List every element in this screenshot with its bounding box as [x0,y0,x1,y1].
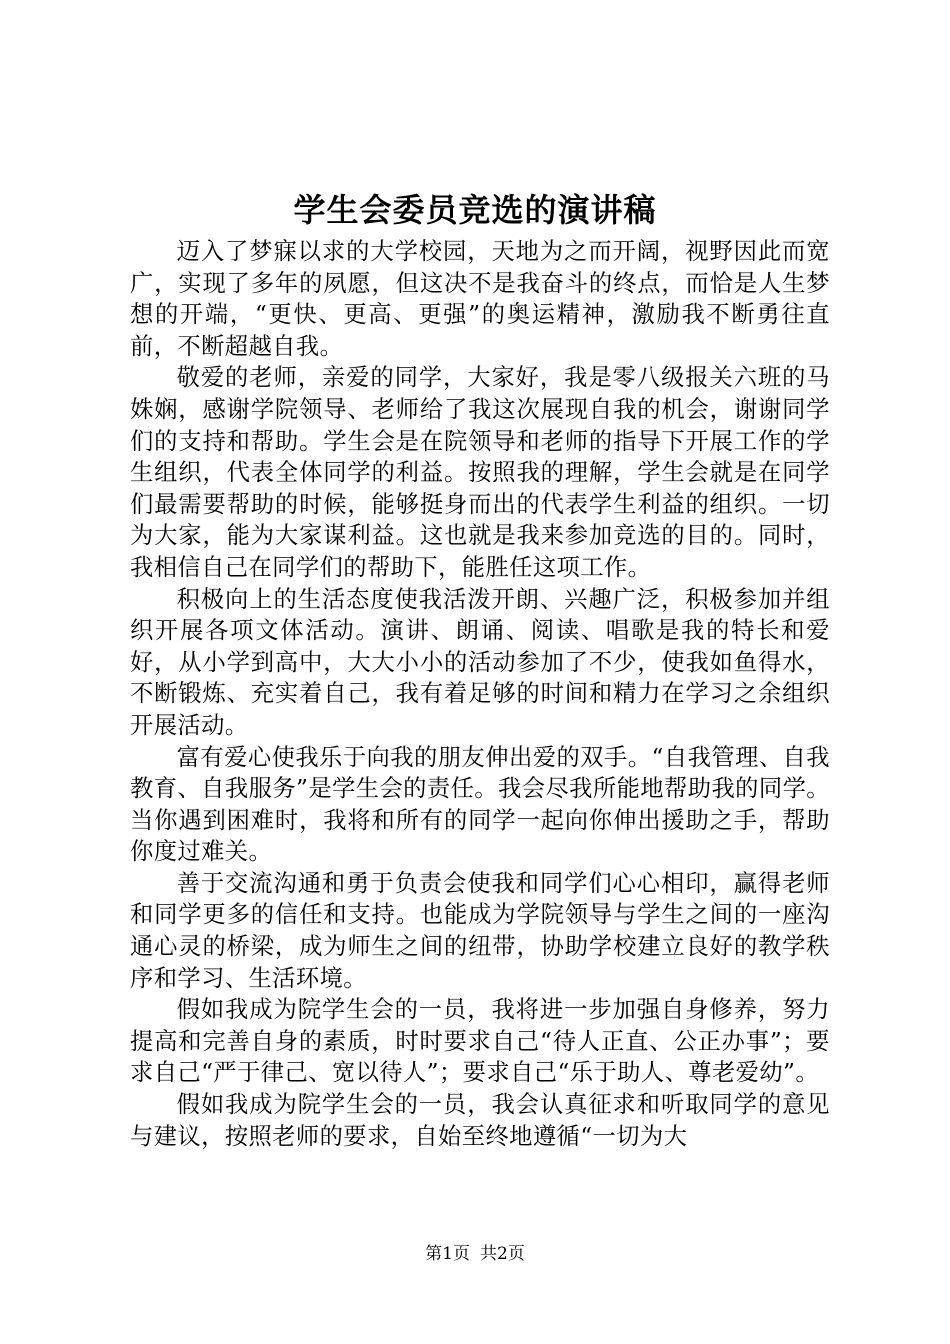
page-number-current: 第1页 [425,1244,470,1264]
paragraph: 迈入了梦寐以求的大学校园，天地为之而开阔，视野因此而宽广，实现了多年的夙愿，但这决不是我奋斗的终点，而恰是人生梦想的开端，“更快、更高、更强”的奥运精神，激励我不断勇往直前，不断超越自我。 [130,238,830,360]
page-footer [0,1242,950,1266]
paragraph: 假如我成为院学生会的一员，我将进一步加强自身修养，努力提高和完善自身的素质，时时要求自己“待人正直、公正办事”；要求自己“严于律己、宽以待人”；要求自己“乐于助人、尊老爱幼”。 [130,996,830,1087]
paragraph: 假如我成为院学生会的一员，我会认真征求和听取同学的意见与建议，按照老师的要求，自始至终地遵循“一切为大 [130,1091,830,1150]
page-number-total: 共2页 [480,1244,525,1264]
paragraph: 善于交流沟通和勇于负责会使我和同学们心心相印，赢得老师和同学更多的信任和支持。也能成为学院领导与学生之间的一座沟通心灵的桥梁，成为师生之间的纽带，协助学校建立良好的教学秩序和学习、生活环境。 [130,869,830,992]
document-body [130,236,830,1152]
document-title: 学生会委员竞选的演讲稿 [293,191,657,229]
paragraph: 敬爱的老师，亲爱的同学，大家好，我是零八级报关六班的马姝娴，感谢学院领导、老师给了我这次展现自我的机会，谢谢同学们的支持和帮助。学生会是在院领导和老师的指导下开展工作的学生组织，代表全体同学的利益。按照我的理解，学生会就是在同学们最需要帮助的时候，能够挺身而出的代表学生利益的组织。一切为大家，能为大家谋利益。这也就是我来参加竞选的目的。同时，我相信自己在同学们的帮助下，能胜任这项工作。 [130,364,830,581]
paragraph: 积极向上的生活态度使我活泼开朗、兴趣广泛，积极参加并组织开展各项文体活动。演讲、朗诵、阅读、唱歌是我的特长和爱好，从小学到高中，大大小小的活动参加了不少，使我如鱼得水，不断锻炼、充实着自己，我有着足够的时间和精力在学习之余组织开展活动。 [130,585,830,739]
paragraph: 富有爱心使我乐于向我的朋友伸出爱的双手。“自我管理、自我教育、自我服务”是学生会的责任。我会尽我所能地帮助我的同学。当你遇到困难时，我将和所有的同学一起向你伸出援助之手，帮助你度过难关。 [130,743,830,866]
